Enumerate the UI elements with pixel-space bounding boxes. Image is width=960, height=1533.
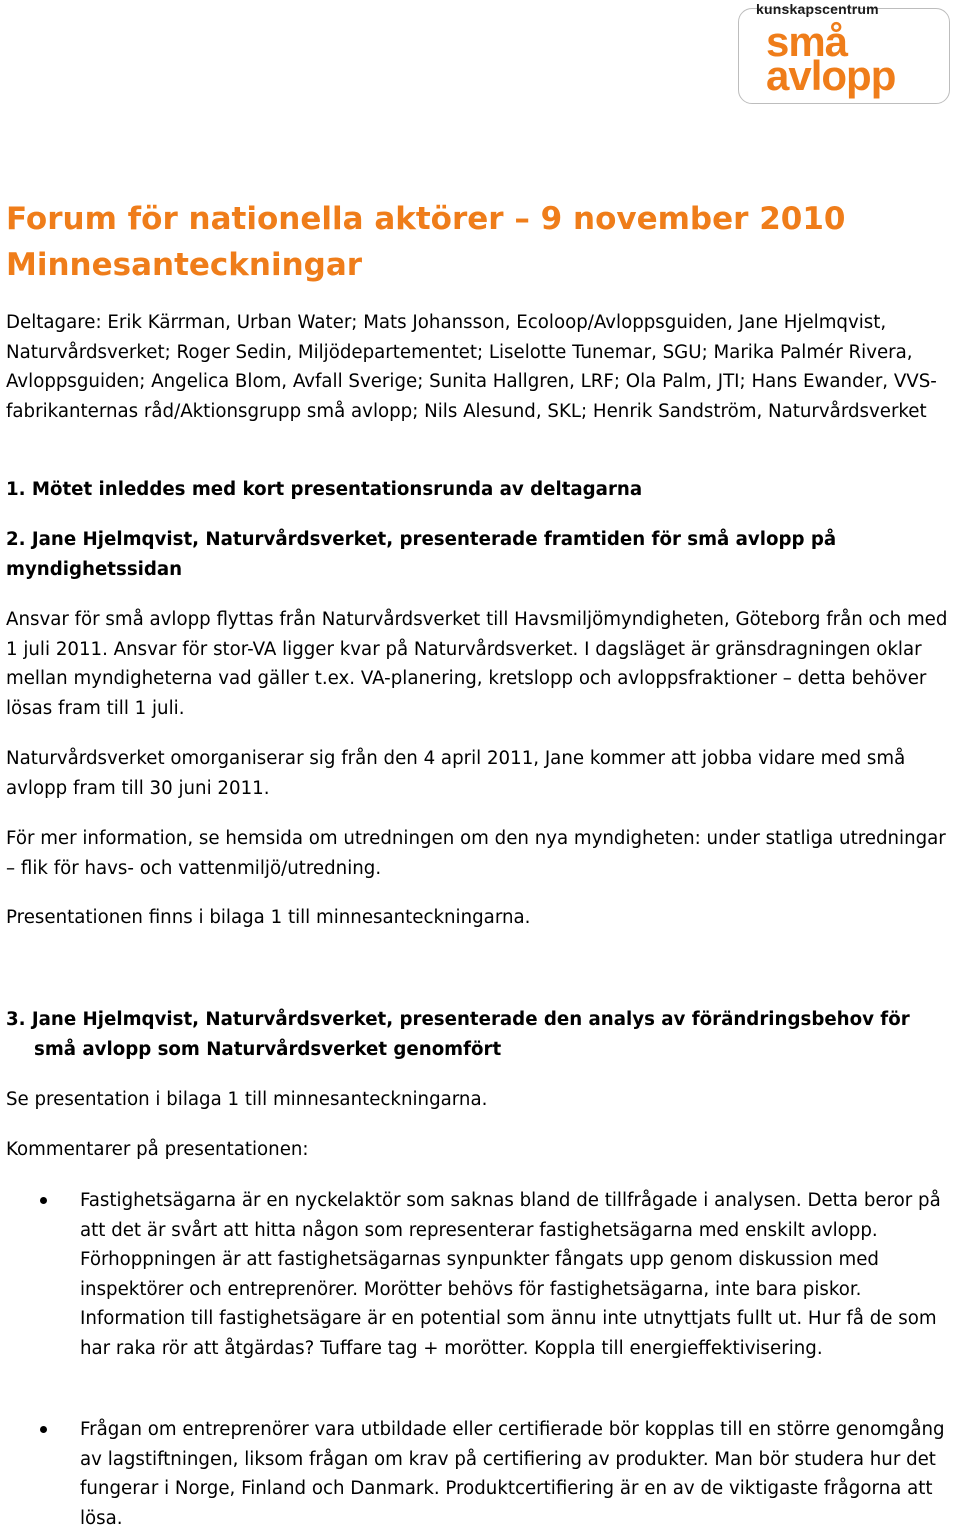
page-title: [6, 196, 846, 288]
logo-word-avlopp: avlopp: [766, 52, 896, 99]
logo-top-text: kunskapscentrum: [756, 1, 879, 17]
title-line-2: Minnesanteckningar: [6, 247, 363, 283]
section-2-paragraph-3: För mer information, se hemsida om utredningen om den nya myndigheten: under statliga utredningar – flik för havs- och vattenmiljö/utredning.: [6, 828, 946, 879]
section-2-paragraph-4: Presentationen finns i bilaga 1 till minnesanteckningarna.: [6, 907, 531, 928]
section-2-paragraph-2: Naturvårdsverket omorganiserar sig från den 4 april 2011, Jane kommer att jobba vidare med små avlopp fram till 30 juni 2011.: [6, 748, 906, 799]
list-item-text: Fastighetsägarna är en nyckelaktör som saknas bland de tillfrågade i analysen. Detta beror på att det är svårt att hitta någon som representerar fastighetsägarna med enskilt avlopp. Förhoppningen är att fastighetsägarnas synpunkter fångats upp genom diskussion med inspektörer och entreprenörer. Morötter behövs för fastighetsägarna, inte bara piskor. Information till fastighetsägare är en potential som ännu inte utnyttjats fullt ut. Hur få de som har raka rör att åtgärdas? Tuffare tag + morötter. Koppla till energieffektivisering.: [80, 1190, 941, 1359]
section-3-heading: 3. Jane Hjelmqvist, Naturvårdsverket, presenterade den analys av förändringsbehov för små avlopp som Naturvårdsverket genomfört: [6, 1009, 910, 1060]
logo-word-sma: små: [766, 18, 848, 65]
section-2-paragraph-1: Ansvar för små avlopp flyttas från Naturvårdsverket till Havsmiljömyndigheten, Göteborg från och med 1 juli 2011. Ansvar för stor-VA ligger kvar på Naturvårdsverket. I dagsläget är gränsdragningen oklar mellan myndigheterna vad gäller t.ex. VA-planering, kretslopp och avloppsfraktioner – detta behöver lösas fram till 1 juli.: [6, 609, 948, 719]
comments-label: Kommentarer på presentationen:: [6, 1139, 309, 1160]
section-1-heading: 1. Mötet inleddes med kort presentationsrunda av deltagarna: [6, 479, 643, 500]
section-3-paragraph-1: Se presentation i bilaga 1 till minnesanteckningarna.: [6, 1089, 488, 1110]
list-item-text: Frågan om entreprenörer vara utbildade eller certifierade bör kopplas till en större genomgång av lagstiftningen, liksom frågan om krav på certifiering av produkter. Man bör studera hur det fungerar i Norge, Finland och Danmark. Produktcertifiering är en av de viktigaste frågorna att lösa.: [80, 1419, 945, 1529]
bullet-icon: [40, 1197, 47, 1204]
title-line-1: Forum för nationella aktörer – 9 november 2010: [6, 201, 846, 237]
participants-paragraph: Deltagare: Erik Kärrman, Urban Water; Mats Johansson, Ecoloop/Avloppsguiden, Jane Hjelmqvist, Naturvårdsverket; Roger Sedin, Miljödepartementet; Liselotte Tunemar, SGU; Marika Palmér Rivera, Avloppsguiden; Angelica Blom, Avfall Sverige; Sunita Hallgren, LRF; Ola Palm, JTI; Hans Ewander, VVS-fabrikanternas råd/Aktionsgrupp små avlopp; Nils Alesund, SKL; Henrik Sandström, Naturvårdsverket: [6, 312, 937, 422]
bullet-icon: [40, 1426, 47, 1433]
section-2-heading: 2. Jane Hjelmqvist, Naturvårdsverket, presenterade framtiden för små avlopp på myndighetssidan: [6, 529, 837, 580]
logo: [738, 0, 952, 104]
